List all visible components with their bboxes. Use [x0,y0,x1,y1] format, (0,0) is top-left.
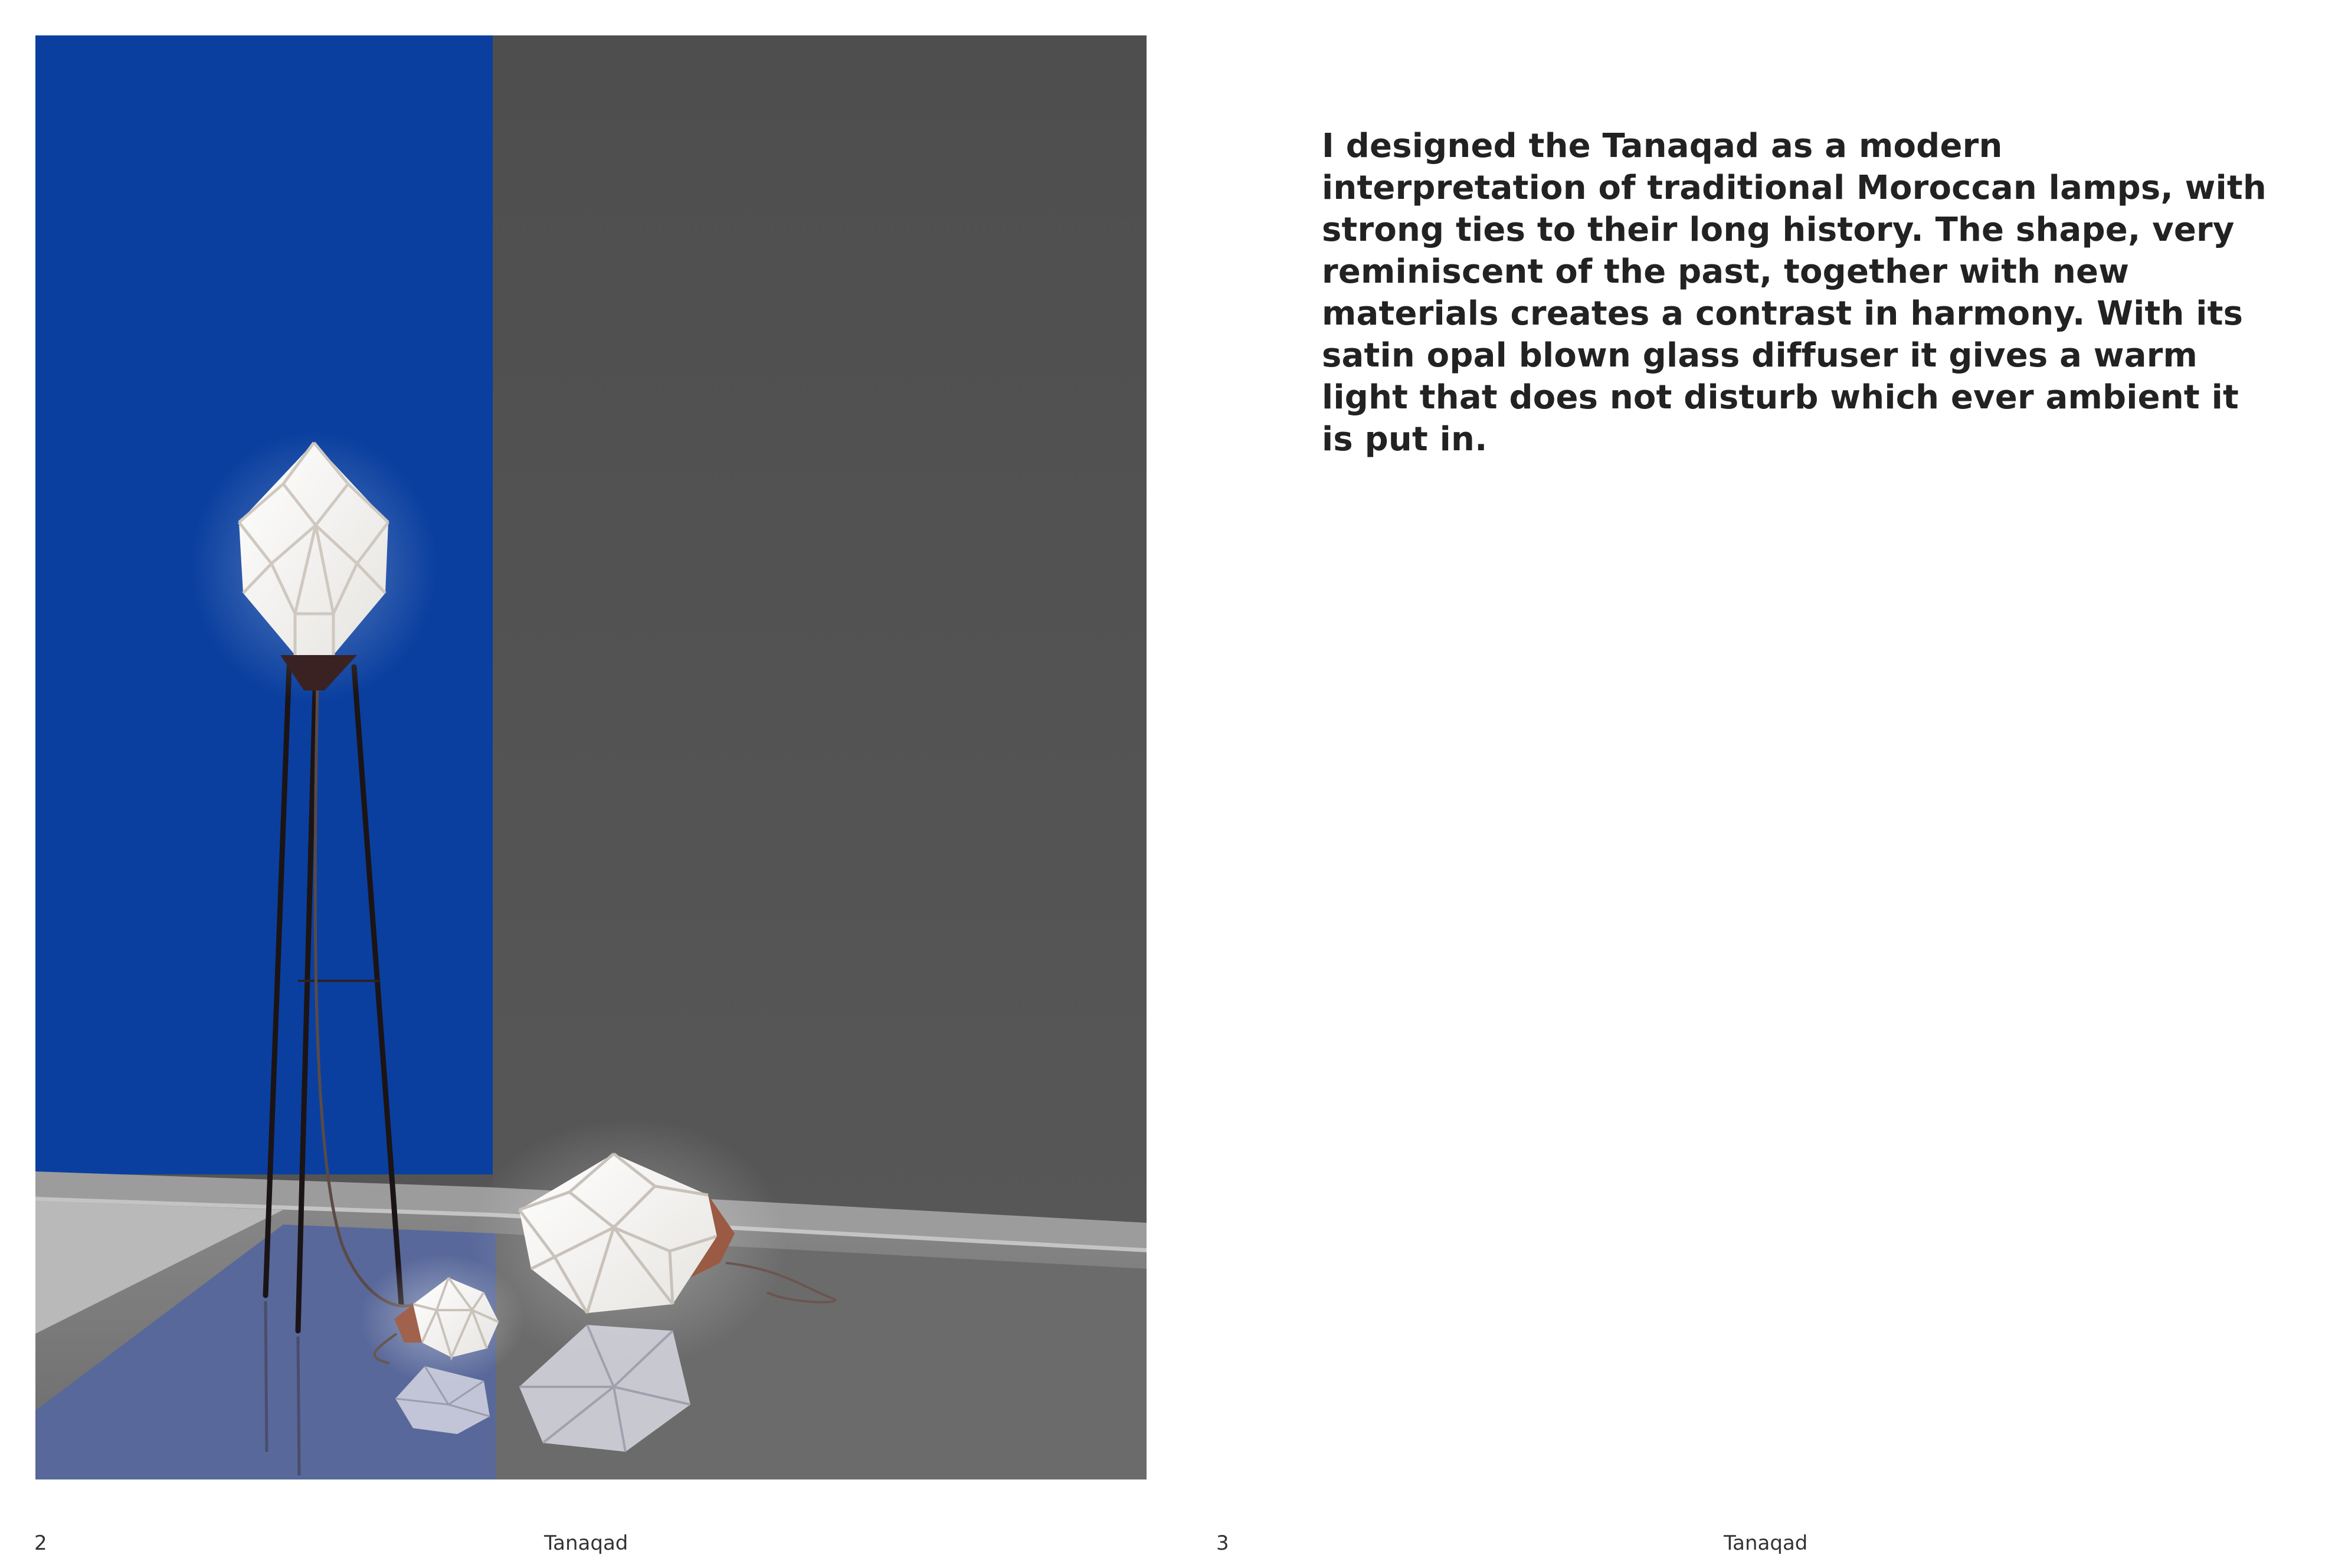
body-line: is put in. [1322,420,1488,459]
body-line: satin opal blown glass diffuser it gives a warm [1322,336,2198,375]
page-number-right: 3 [1216,1531,1229,1555]
lamp-description [1322,125,2278,460]
page-number-left: 2 [34,1531,47,1555]
floor-lamp-shade [190,431,438,702]
footer-title-right: Tanaqad [1724,1531,1808,1555]
body-line: light that does not disturb which ever ambient it [1322,378,2239,417]
body-line: strong ties to their long history. The shape, very [1322,211,2235,249]
body-line: I designed the Tanaqad as a modern [1322,127,2003,165]
body-line: interpretation of traditional Moroccan lamps, with [1322,169,2267,207]
footer-title-left: Tanaqad [544,1531,628,1555]
body-line: materials creates a contrast in harmony. With its [1322,294,2244,333]
tanaqad-lamps-photo [35,35,1147,1479]
body-line: reminiscent of the past, together with new [1322,253,2130,291]
